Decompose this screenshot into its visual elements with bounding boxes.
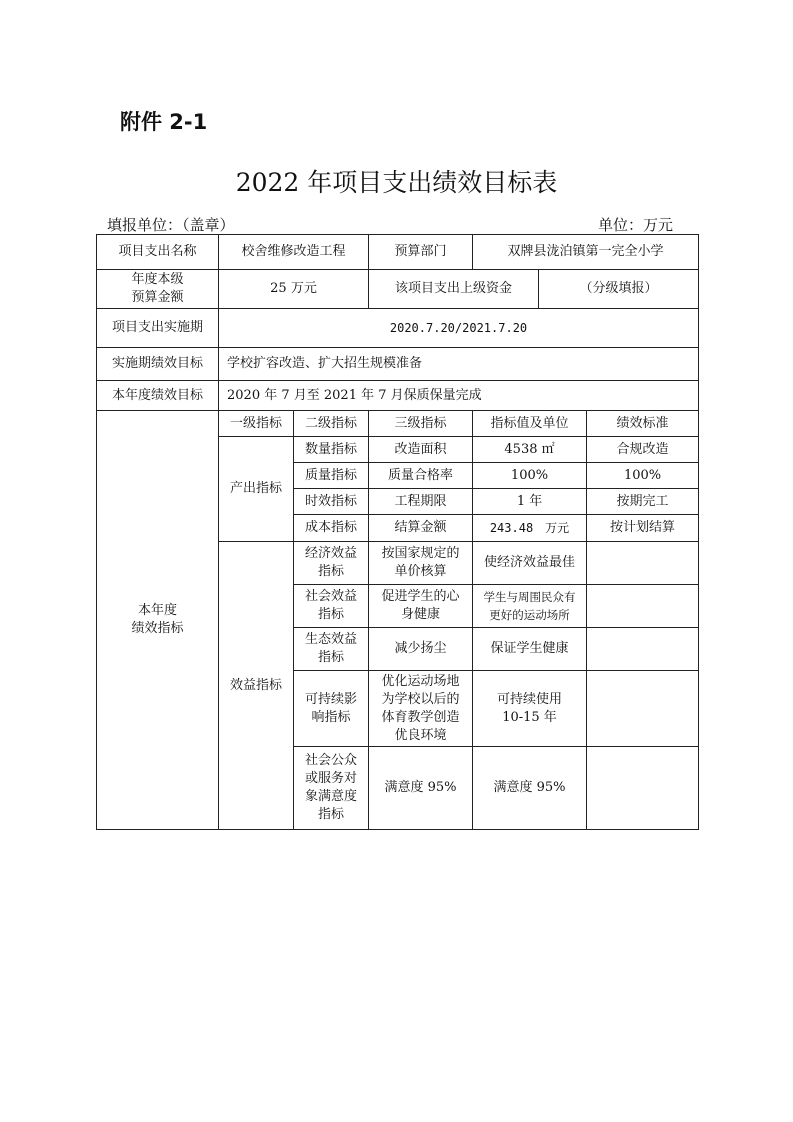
period-goal-value: 学校扩容改造、扩大招生规模准备 (219, 348, 699, 381)
output-value: 4538 ㎡ (473, 437, 587, 463)
project-name-label: 项目支出名称 (97, 235, 219, 270)
budget-value: 25 万元 (219, 270, 369, 309)
year-goal-label: 本年度绩效目标 (97, 381, 219, 411)
budget-label-line2: 预算金额 (131, 290, 184, 305)
output-value: 243.48 万元 (473, 515, 587, 542)
col-header-level3: 三级指标 (369, 411, 473, 437)
benefit-standard (587, 628, 699, 671)
output-l3: 结算金额 (369, 515, 473, 542)
benefit-l3-line: 促进学生的心 (381, 589, 460, 604)
benefit-l2 (294, 747, 369, 830)
output-standard: 按计划结算 (587, 515, 699, 542)
dept-label: 预算部门 (369, 235, 473, 270)
benefit-l2-line: 指标 (318, 650, 345, 665)
benefit-l3-line: 身健康 (401, 607, 441, 622)
benefit-value-line: 学生与周围民众有 (483, 590, 576, 604)
output-l2: 时效指标 (294, 489, 369, 515)
output-standard: 合规改造 (587, 437, 699, 463)
period-goal-label: 实施期绩效目标 (97, 348, 219, 381)
benefit-value: 保证学生健康 (473, 628, 587, 671)
money-unit-label: 单位：万元 (598, 216, 674, 234)
benefit-value-line: 10-15 年 (502, 709, 557, 725)
indicator-section-label (97, 411, 219, 830)
fill-unit-label: 填报单位：（盖章） (107, 216, 235, 234)
year-goal-value: 2020 年 7 月至 2021 年 7 月保质保量完成 (219, 381, 699, 411)
output-standard: 按期完工 (587, 489, 699, 515)
table-row (97, 235, 699, 270)
budget-label (97, 270, 219, 309)
budget-label-line1: 年度本级 (131, 272, 184, 287)
indicator-label-line2: 绩效指标 (131, 621, 184, 636)
benefit-l2-line: 生态效益 (305, 632, 358, 647)
benefit-value: 使经济效益最佳 (473, 542, 587, 585)
benefit-standard (587, 671, 699, 747)
benefit-l3-line: 单价核算 (394, 564, 447, 579)
benefit-l3-line: 优良环境 (394, 727, 447, 743)
benefit-l2-line: 或服务对 (305, 771, 358, 786)
benefit-indicator-label: 效益指标 (219, 542, 294, 830)
benefit-l3-line: 优化运动场地 (381, 673, 460, 689)
benefit-l3-line: 体育教学创造 (381, 709, 460, 725)
benefit-value-line: 可持续使用 (497, 691, 563, 707)
indicator-label-line1: 本年度 (137, 603, 177, 618)
benefit-l2-line: 经济效益 (305, 546, 358, 561)
benefit-l2-line: 象满意度 (305, 789, 358, 804)
benefit-l2-line: 可持续影 (305, 691, 358, 707)
col-header-level2: 二级指标 (294, 411, 369, 437)
output-l3: 改造面积 (369, 437, 473, 463)
output-value: 100% (473, 463, 587, 489)
benefit-l2-line: 指标 (318, 607, 345, 622)
benefit-value-line: 更好的运动场所 (489, 608, 570, 622)
output-value: 1 年 (473, 489, 587, 515)
benefit-standard (587, 585, 699, 628)
output-l2: 成本指标 (294, 515, 369, 542)
performance-table (96, 234, 699, 830)
benefit-value (473, 585, 587, 628)
benefit-l2-line: 响指标 (311, 709, 351, 725)
benefit-l2-line: 指标 (318, 807, 345, 822)
benefit-l3-line: 为学校以后的 (381, 691, 460, 707)
output-indicator-label: 产出指标 (219, 437, 294, 542)
benefit-l3 (369, 671, 473, 747)
page-title: 2022 年项目支出绩效目标表 (235, 168, 558, 197)
output-l2: 质量指标 (294, 463, 369, 489)
benefit-l2-line: 社会公众 (305, 753, 358, 768)
benefit-l2 (294, 585, 369, 628)
benefit-l3 (369, 542, 473, 585)
period-value: 2020.7.20/2021.7.20 (219, 309, 699, 348)
benefit-l2-line: 社会效益 (305, 589, 358, 604)
benefit-l3 (369, 585, 473, 628)
table-row (97, 270, 699, 309)
output-standard: 100% (587, 463, 699, 489)
upper-fund-value: （分级填报） (539, 270, 699, 309)
benefit-l2-line: 指标 (318, 564, 345, 579)
table-row (97, 309, 699, 348)
benefit-standard (587, 542, 699, 585)
benefit-l2 (294, 628, 369, 671)
period-label: 项目支出实施期 (97, 309, 219, 348)
benefit-value: 满意度 95% (473, 747, 587, 830)
table-row (97, 381, 699, 411)
output-l2: 数量指标 (294, 437, 369, 463)
col-header-standard: 绩效标准 (587, 411, 699, 437)
col-header-value: 指标值及单位 (473, 411, 587, 437)
table-row (97, 411, 699, 437)
col-header-level1: 一级指标 (219, 411, 294, 437)
benefit-l2 (294, 671, 369, 747)
dept-value: 双牌县泷泊镇第一完全小学 (473, 235, 699, 270)
output-l3: 质量合格率 (369, 463, 473, 489)
benefit-l3-line: 按国家规定的 (381, 546, 460, 561)
project-name-value: 校舍维修改造工程 (219, 235, 369, 270)
table-row (97, 348, 699, 381)
benefit-l3: 满意度 95% (369, 747, 473, 830)
benefit-l3: 减少扬尘 (369, 628, 473, 671)
benefit-l2 (294, 542, 369, 585)
attachment-label: 附件 2-1 (120, 110, 208, 134)
output-l3: 工程期限 (369, 489, 473, 515)
upper-fund-label: 该项目支出上级资金 (369, 270, 539, 309)
benefit-value (473, 671, 587, 747)
benefit-standard (587, 747, 699, 830)
